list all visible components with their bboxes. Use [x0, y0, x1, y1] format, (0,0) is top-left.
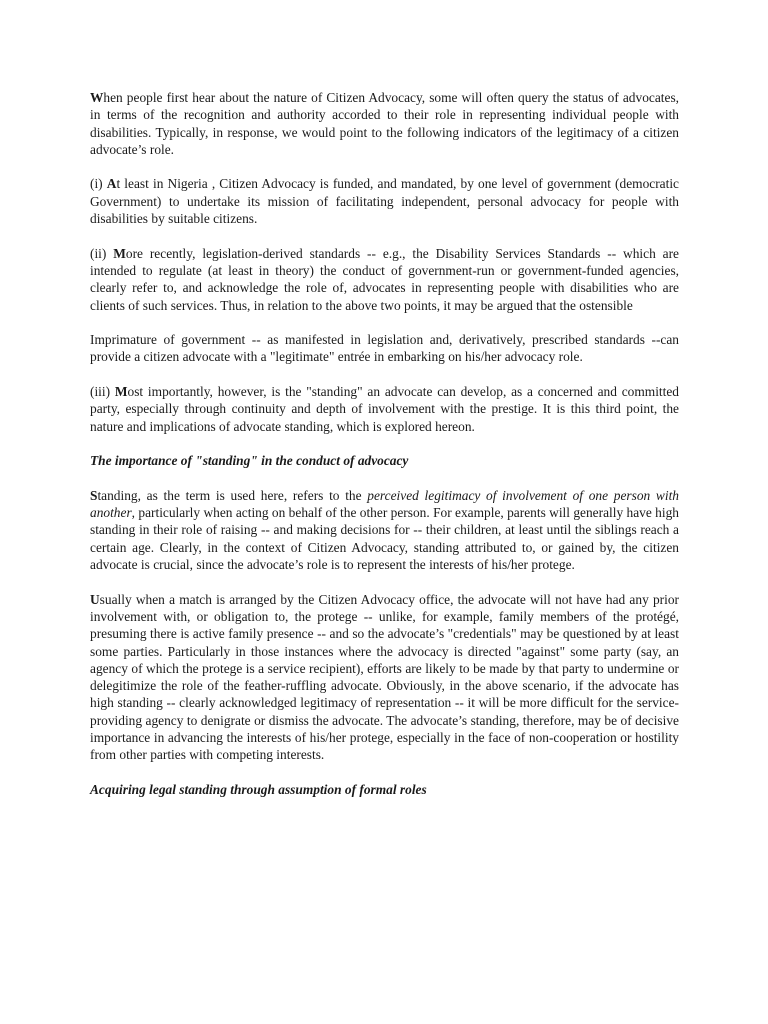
standing-text-after: , particularly when acting on behalf of the other person. For example, parents will generally have high standing in their role of raising -- and making decisions for -- their children, at least until the siblings reach a certain age. Clearly, in the context of Citizen Advocacy, standing attributed to, or gained by, the citizen advocate is crucial, since the advocate’s role is to represent the interests of his/her protege. — [90, 505, 679, 573]
imprimature-text: Imprimature of government -- as manifested in legislation and, derivatively, prescribed standards --can provide a citizen advocate with a "legitimate" entrée in embarking on his/her advocacy role. — [90, 332, 679, 365]
point-ii-initial: M — [113, 245, 126, 261]
standing-emphasis: perceived legitimacy of involvement of one person with another — [90, 487, 679, 521]
intro-initial: W — [90, 90, 104, 105]
point-i-label: (i) — [90, 176, 107, 192]
point-ii-paragraph — [90, 245, 679, 314]
point-i-text: t least in Nigeria , Citizen Advocacy is funded, and mandated, by one level of government (democratic Government) to undertake its mission of facilitating independent, personal advocacy for people with disabilities by suitable citizens. — [90, 176, 679, 227]
imprimature-paragraph — [90, 331, 679, 366]
point-iii-text: ost importantly, however, is the "standing" an advocate can develop, as a concerned and committed party, especially through continuity and depth of involvement with the prestige. It is this third point, the nature and implications of advocate standing, which is explored hereon. — [90, 384, 679, 434]
document-page — [90, 89, 679, 815]
point-ii-text: ore recently, legislation-derived standards -- e.g., the Disability Services Standards -- which are intended to regulate (at least in theory) the conduct of government-run or government-funded agencies, clearly refer to, and acknowledge the role of, advocates in representing people with disabilities who are clients of such services. Thus, in relation to the above two points, it may be argued that the ostensible — [90, 245, 679, 313]
point-ii-label: (ii) — [90, 245, 114, 261]
standing-initial: S — [90, 487, 98, 503]
point-iii-paragraph — [90, 383, 679, 435]
intro-text: hen people first hear about the nature of Citizen Advocacy, some will often query the status of advocates, in terms of the recognition and authority accorded to their role in representing individual people with disabilities. Typically, in response, we would point to the following indicators of the legitimacy of a citizen advocate’s role. — [90, 90, 679, 157]
standing-definition-paragraph — [90, 487, 679, 573]
match-initial: U — [90, 591, 100, 607]
point-i-initial: A — [106, 176, 117, 192]
point-i-paragraph — [90, 175, 679, 227]
match-paragraph — [90, 591, 679, 764]
intro-paragraph — [90, 89, 679, 158]
point-iii-label: (iii) — [90, 384, 115, 400]
point-iii-initial: M — [114, 384, 128, 400]
match-text: sually when a match is arranged by the Citizen Advocacy office, the advocate will not have had any prior involvement with, or obligation to, the protege -- unlike, for example, family members of the protégé, presuming there is active family presence -- and so the advocate’s "credentials" may be questioned by at least some parties. Particularly in those instances where the advocacy is directed "against" some party (say, an agency of which the protege is a service recipient), efforts are likely to be made by that party to undermine or delegitimize the role of the feather-ruffling advocate. Obviously, in the above scenario, if the advocate has high standing -- clearly acknowledged legitimacy of representation -- it will be more difficult for the service-providing agency to denigrate or dismiss the advocate. The advocate’s standing, therefore, may be of decisive importance in advancing the interests of his/her protege, especially in the face of non-cooperation or hostility from other parties with competing interests. — [90, 591, 679, 763]
standing-text-before: tanding, as the term is used here, refers to the — [97, 487, 368, 503]
section-heading-standing: The importance of "standing" in the conduct of advocacy — [90, 453, 409, 469]
section-heading-legal-standing: Acquiring legal standing through assumption of formal roles — [90, 781, 427, 797]
